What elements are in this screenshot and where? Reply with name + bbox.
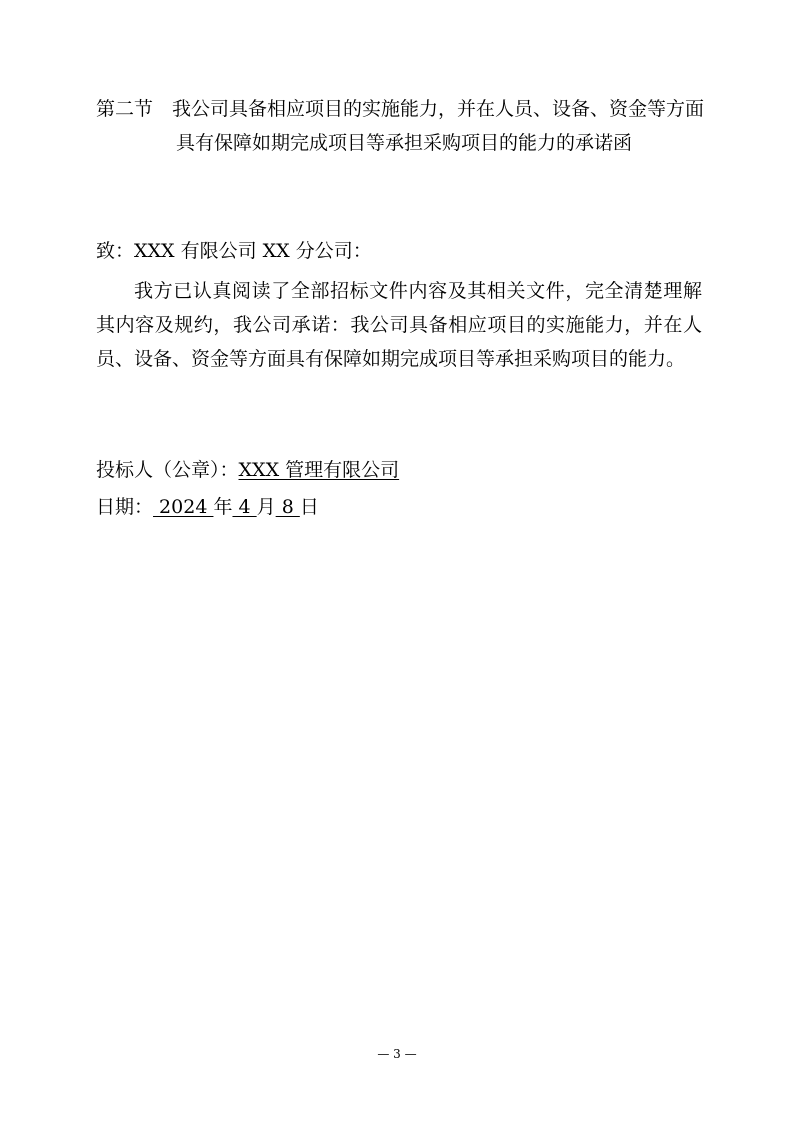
heading-line-1 [96,92,716,126]
date-line [96,492,319,522]
section-heading [96,92,716,160]
date-day-unit: 日 [299,496,319,518]
bidder-signature-line [96,455,399,485]
date-day: 8 [275,496,300,518]
date-month-unit: 月 [256,496,276,518]
page-number: — 3 — [377,1047,417,1061]
bidder-label: 投标人（公章）： [96,459,239,481]
date-month: 4 [232,496,257,518]
heading-title-line-1: 我公司具备相应项目的实施能力，并在人员、设备、资金等方面 [172,98,705,120]
date-year-unit: 年 [213,496,233,518]
letter-body: 我方已认真阅读了全部招标文件内容及其相关文件，完全清楚理解其内容及规约，我公司承诺：我公司具备相应项目的实施能力，并在人员、设备、资金等方面具有保障如期完成项目等承担采购项目的能力。 [96,280,702,370]
heading-title-line-2: 具有保障如期完成项目等承担采购项目的能力的承诺函 [176,132,633,154]
date-year: 2024 [153,496,214,518]
date-label: 日期： [96,496,154,518]
bidder-company: XXX 管理有限公司 [238,459,400,481]
letter-addressee: 致：XXX 有限公司 XX 分公司： [96,240,372,262]
section-number: 第二节 [96,98,154,120]
